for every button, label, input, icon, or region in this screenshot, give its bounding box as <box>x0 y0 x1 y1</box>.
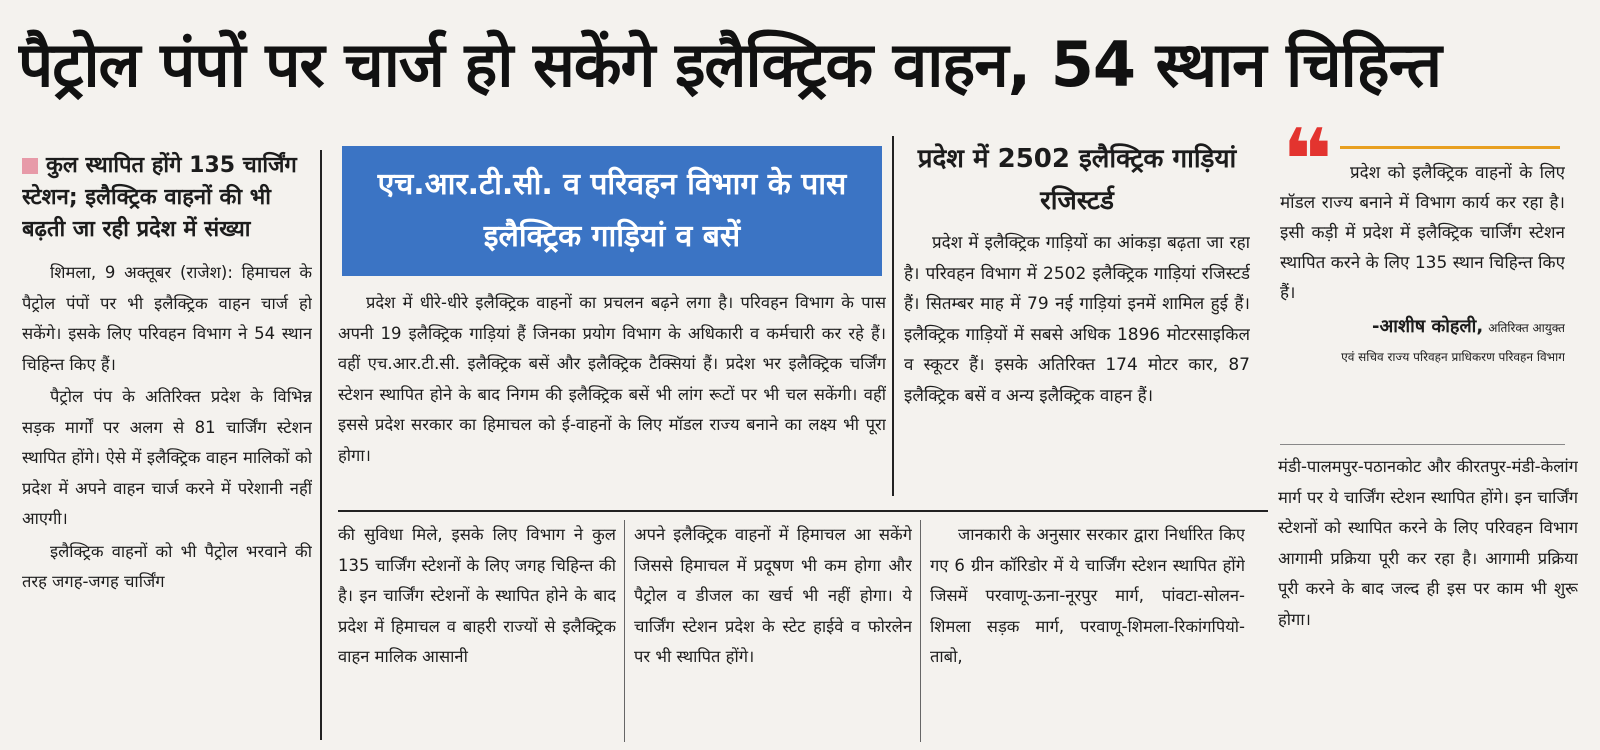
quote-author-title-2: एवं सचिव राज्य परिवहन प्राधिकरण परिवहन विभाग <box>1341 350 1565 364</box>
bottom-column-4: मंडी-पालमपुर-पठानकोट और कीरतपुर-मंडी-केलांग मार्ग पर ये चार्जिंग स्टेशन स्थापित होंगे। इन चार्जिंग स्टेशनों को स्थापित करने के लिए परिवहन विभाग आगामी प्रक्रिया पूरी कर रहा है। आगामी प्रक्रिया पूरी करने के बाद जल्द ही इस पर काम भी शुरू होगा। <box>1278 457 1578 629</box>
middle-text: प्रदेश में धीरे-धीरे इलैक्ट्रिक वाहनों का प्रचलन बढ़ने लगा है। परिवहन विभाग के पास अपनी 19 इलैक्ट्रिक गाड़ियां हैं जिनका प्रयोग विभाग के अधिकारी व कर्मचारी कर रहे हैं। वहीं एच.आर.टी.सी. इलैक्ट्रिक बसें और इलैक्ट्रिक टैक्सियां हैं। प्रदेश भर इलैक्ट्रिक चर्जिंग स्टेशन स्थापित होने के बाद निगम की इलैक्ट्रिक बसें भी लांग रूटों पर भी चल सकेंगी। वहीं इससे प्रदेश सरकार का हिमाचल को ई-वाहनों के लिए मॉडल राज्य बनाने का लक्ष्य भी पूरा होगा। <box>338 293 886 465</box>
quote-text: प्रदेश को इलैक्ट्रिक वाहनों के लिए मॉडल राज्य बनाने में विभाग कार्य कर रहा है। इसी कड़ी में प्रदेश में इलैक्ट्रिक चार्जिंग स्टेशन स्थापित करने के लिए 135 स्थान चिहिन्त किए हैं। <box>1280 163 1565 303</box>
left-subheading-wrap <box>22 150 312 246</box>
bottom-column-3: जानकारी के अनुसार सरकार द्वारा निर्धारित किए गए 6 ग्रीन कॉरिडोर में ये चार्जिंग स्टेशन स्थापित होंगे जिसमें परवाणू-ऊना-नूरपुर मार्ग, पांवटा-सोलन-शिमला सड़क मार्ग, परवाणू-शिमला-रिकांगपियो-ताबो, <box>930 525 1245 666</box>
quote-author: -आशीष कोहली, <box>1372 316 1484 337</box>
left-paragraph-3: इलैक्ट्रिक वाहनों को भी पैट्रोल भरवाने की तरह जगह-जगह चार्जिंग <box>22 541 312 591</box>
bottom-divider-2 <box>920 520 921 742</box>
bottom-column-2: अपने इलैक्ट्रिक वाहनों में हिमाचल आ सकेंगे जिससे हिमाचल में प्रदूषण भी कम होगा और पैट्रोल व डीजल का खर्च भी नहीं होगा। ये चार्जिंग स्टेशन प्रदेश के स्टेट हाईवे व फोरलेन पर भी स्थापित होंगे। <box>634 525 912 666</box>
quote-author-line <box>1280 314 1565 338</box>
blue-highlight-box <box>342 146 882 276</box>
quote-author-title-1: अतिरिक्त आयुक्त <box>1488 321 1565 335</box>
left-paragraph-2: पैट्रोल पंप के अतिरिक्त प्रदेश के विभिन्न सड़क मार्गों पर अलग से 81 चार्जिंग स्टेशन स्थापित होंगे। ऐसे में इलैक्ट्रिक वाहन मालिकों को प्रदेश में अपने वाहन चार्ज करने में परेशानी नहीं आएगी। <box>22 387 312 528</box>
left-column <box>22 150 312 745</box>
left-subheading: कुल स्थापित होंगे 135 चार्जिंग स्टेशन; इलैक्ट्रिक वाहनों की भी बढ़ती जा रही प्रदेश में संख्या <box>22 153 297 242</box>
quote-mark-icon: ❝ <box>1282 111 1333 211</box>
blue-box-title: एच.आर.टी.सी. व परिवहन विभाग के पास इलैक्ट्रिक गाड़ियां व बसें <box>377 167 847 254</box>
section-divider <box>338 510 1268 512</box>
left-body <box>22 258 312 598</box>
square-bullet-icon <box>22 158 38 174</box>
left-paragraph-1: शिमला, 9 अक्तूबर (राजेश): हिमाचल के पैट्रोल पंपों पर भी इलैक्ट्रिक वाहन चार्ज हो सकेंगे। इसके लिए परिवहन विभाग ने 54 स्थान चिहिन्त किए हैं। <box>22 263 312 374</box>
quote-underline <box>1340 146 1560 149</box>
quote-divider <box>1280 444 1565 445</box>
registered-text: प्रदेश में इलैक्ट्रिक गाड़ियों का आंकड़ा बढ़ता जा रहा है। परिवहन विभाग में 2502 इलैक्ट्रिक गाड़ियां रजिस्टर्ड हैं। सितम्बर माह में 79 नई गाड़ियां इनमें शामिल हुई हैं। इलैक्ट्रिक गाड़ियों में सबसे अधिक 1896 मोटरसाइकिल व स्कूटर हैं। इसके अतिरिक्त 174 मोटर कार, 87 इलैक्ट्रिक बसें व अन्य इलैक्ट्रिक वाहन हैं। <box>904 233 1250 406</box>
column-divider-center <box>892 136 894 496</box>
registered-vehicles-box <box>904 138 1250 498</box>
headline: पैट्रोल पंपों पर चार्ज हो सकेंगे इलैक्ट्रिक वाहन, 54 स्थान चिहिन्त <box>18 28 1442 101</box>
column-divider-left <box>320 150 322 740</box>
quote-block <box>1280 158 1565 438</box>
bottom-column-1: की सुविधा मिले, इसके लिए विभाग ने कुल 135 चार्जिंग स्टेशनों के लिए जगह चिहिन्त की है। इन चार्जिंग स्टेशनों के स्थापित होने के बाद प्रदेश में हिमाचल व बाहरी राज्यों से इलैक्ट्रिक वाहन मालिक आसानी <box>338 525 616 666</box>
registered-title: प्रदेश में 2502 इलैक्ट्रिक गाड़ियां रजिस्टर्ड <box>917 144 1237 216</box>
bottom-divider-1 <box>624 520 625 742</box>
